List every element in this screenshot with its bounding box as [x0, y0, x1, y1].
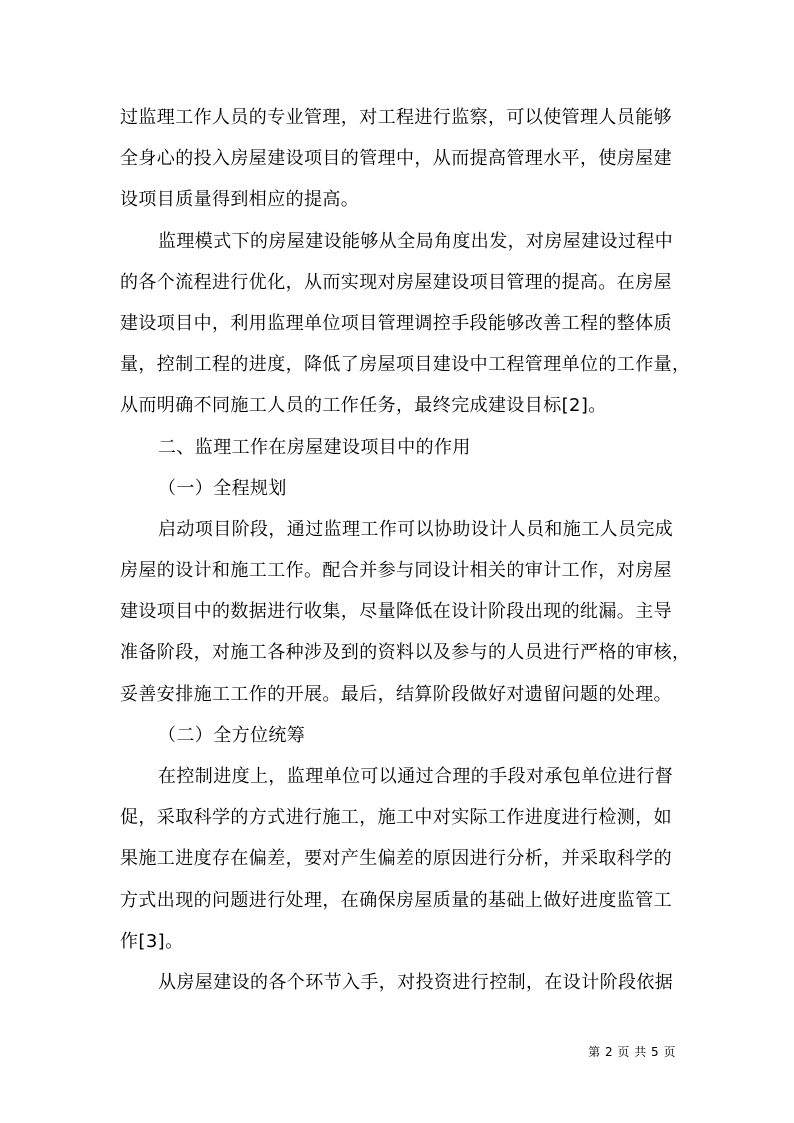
paragraph-start: 启动项目阶段，通过监理工作可以协助设计人员和施工人员完成: [158, 518, 674, 540]
text-line: 促，采取科学的方式进行施工，施工中对实际工作进度进行检测，如: [120, 807, 672, 829]
text-line: 方式出现的问题进行处理，在确保房屋质量的基础上做好进度监管工: [120, 889, 672, 911]
paragraph-start: 从房屋建设的各个环节入手，对投资进行控制，在设计阶段依据: [158, 971, 674, 993]
page-footer: [0, 1042, 794, 1062]
text-line: 准备阶段，对施工各种涉及到的资料以及参与的人员进行严格的审核，: [120, 642, 691, 664]
text-line: 全身心的投入房屋建设项目的管理中，从而提高管理水平，使房屋建: [120, 148, 672, 170]
paragraph-start: 监理模式下的房屋建设能够从全局角度出发，对房屋建设过程中: [158, 230, 674, 252]
subsection-heading: （二）全方位统筹: [158, 724, 306, 746]
body-text: [120, 97, 691, 1003]
subsection-heading: （一）全程规划: [158, 477, 287, 499]
text-line: 妥善安排施工工作的开展。最后，结算阶段做好对遗留问题的处理。: [120, 683, 672, 705]
text-line: 过监理工作人员的专业管理，对工程进行监察，可以使管理人员能够: [120, 107, 672, 128]
text-line: 从而明确不同施工人员的工作任务，最终完成建设目标[2]。: [120, 395, 607, 417]
text-line: 量，控制工程的进度，降低了房屋项目建设中工程管理单位的工作量，: [120, 354, 691, 376]
paragraph-start: 在控制进度上，监理单位可以通过合理的手段对承包单位进行督: [158, 766, 674, 787]
text-line: 建设项目中的数据进行收集，尽量降低在设计阶段出现的纰漏。主导: [120, 601, 672, 623]
page-number: 第 2 页 共 5 页: [588, 1045, 676, 1059]
text-line: 果施工进度存在偏差，要对产生偏差的原因进行分析，并采取科学的: [120, 848, 672, 870]
text-line: 的各个流程进行优化，从而实现对房屋建设项目管理的提高。在房屋: [120, 271, 672, 293]
text-line: 设项目质量得到相应的提高。: [120, 189, 360, 211]
text-line: 作[3]。: [120, 930, 184, 952]
text-line: 房屋的设计和施工工作。配合并参与同设计相关的审计工作，对房屋: [120, 560, 672, 582]
text-line: 建设项目中，利用监理单位项目管理调控手段能够改善工程的整体质: [120, 312, 672, 334]
section-heading: 二、监理工作在房屋建设项目中的作用: [158, 436, 471, 458]
